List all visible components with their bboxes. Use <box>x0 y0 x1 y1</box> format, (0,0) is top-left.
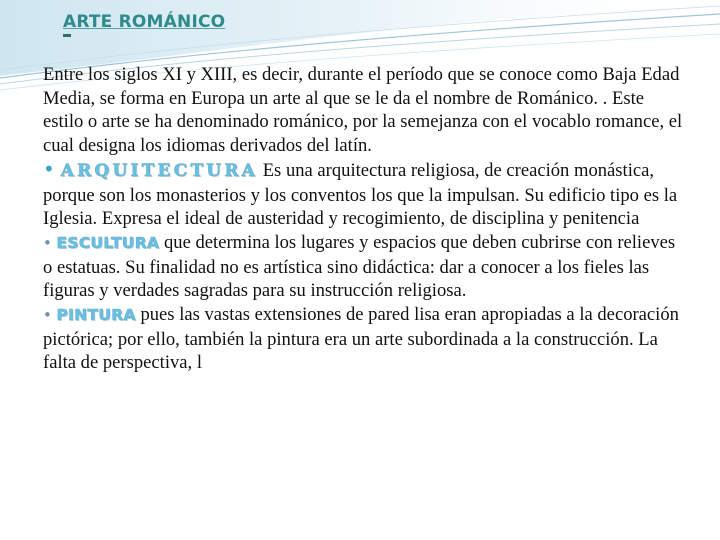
intro-paragraph: Entre los siglos XI y XIII, es decir, durante el período que se conoce como Baja Edad Media, se forma en Europa un arte al que se le da el nombre de Románico. . Este estilo o arte se ha denominado románico, por la semejanza con el vocablo romance, el cual designa los idiomas derivados del latín. <box>43 64 683 157</box>
bullet-icon: • <box>43 306 52 325</box>
bullet-icon: • <box>43 233 52 252</box>
bullet-icon: • <box>43 156 55 181</box>
section-text: pues las vastas extensiones de pared lisa eran apropiadas a la decoración pictórica; por ello, también la pintura era un arte subordinada a la construcción. La falta de perspectiva, l <box>43 304 679 374</box>
section-escultura <box>43 231 683 303</box>
section-text: que determina los lugares y espacios que deben cubrirse con relieves o estatuas. Su finalidad no es artística sino didáctica: dar a conocer a los fieles las figuras y verdades sagradas para su instrucción religiosa. <box>43 231 676 302</box>
title-marker <box>63 34 71 37</box>
keyword-escultura: ESCULTURA <box>56 233 160 252</box>
slide-body <box>43 63 683 375</box>
keyword-pintura: PINTURA <box>56 306 136 325</box>
section-arquitectura <box>43 158 683 231</box>
keyword-arquitectura: ARQUITECTURA <box>60 160 259 181</box>
slide-title: ARTE ROMÁNICO <box>63 12 226 32</box>
section-pintura <box>43 303 683 375</box>
section-text: Es una arquitectura religiosa, de creación monástica, porque son los monasterios y los conventos los que la impulsan. Su edificio tipo es la Iglesia. Expresa el ideal de austeridad y recogimiento, de disciplina y penitencia <box>43 159 678 230</box>
